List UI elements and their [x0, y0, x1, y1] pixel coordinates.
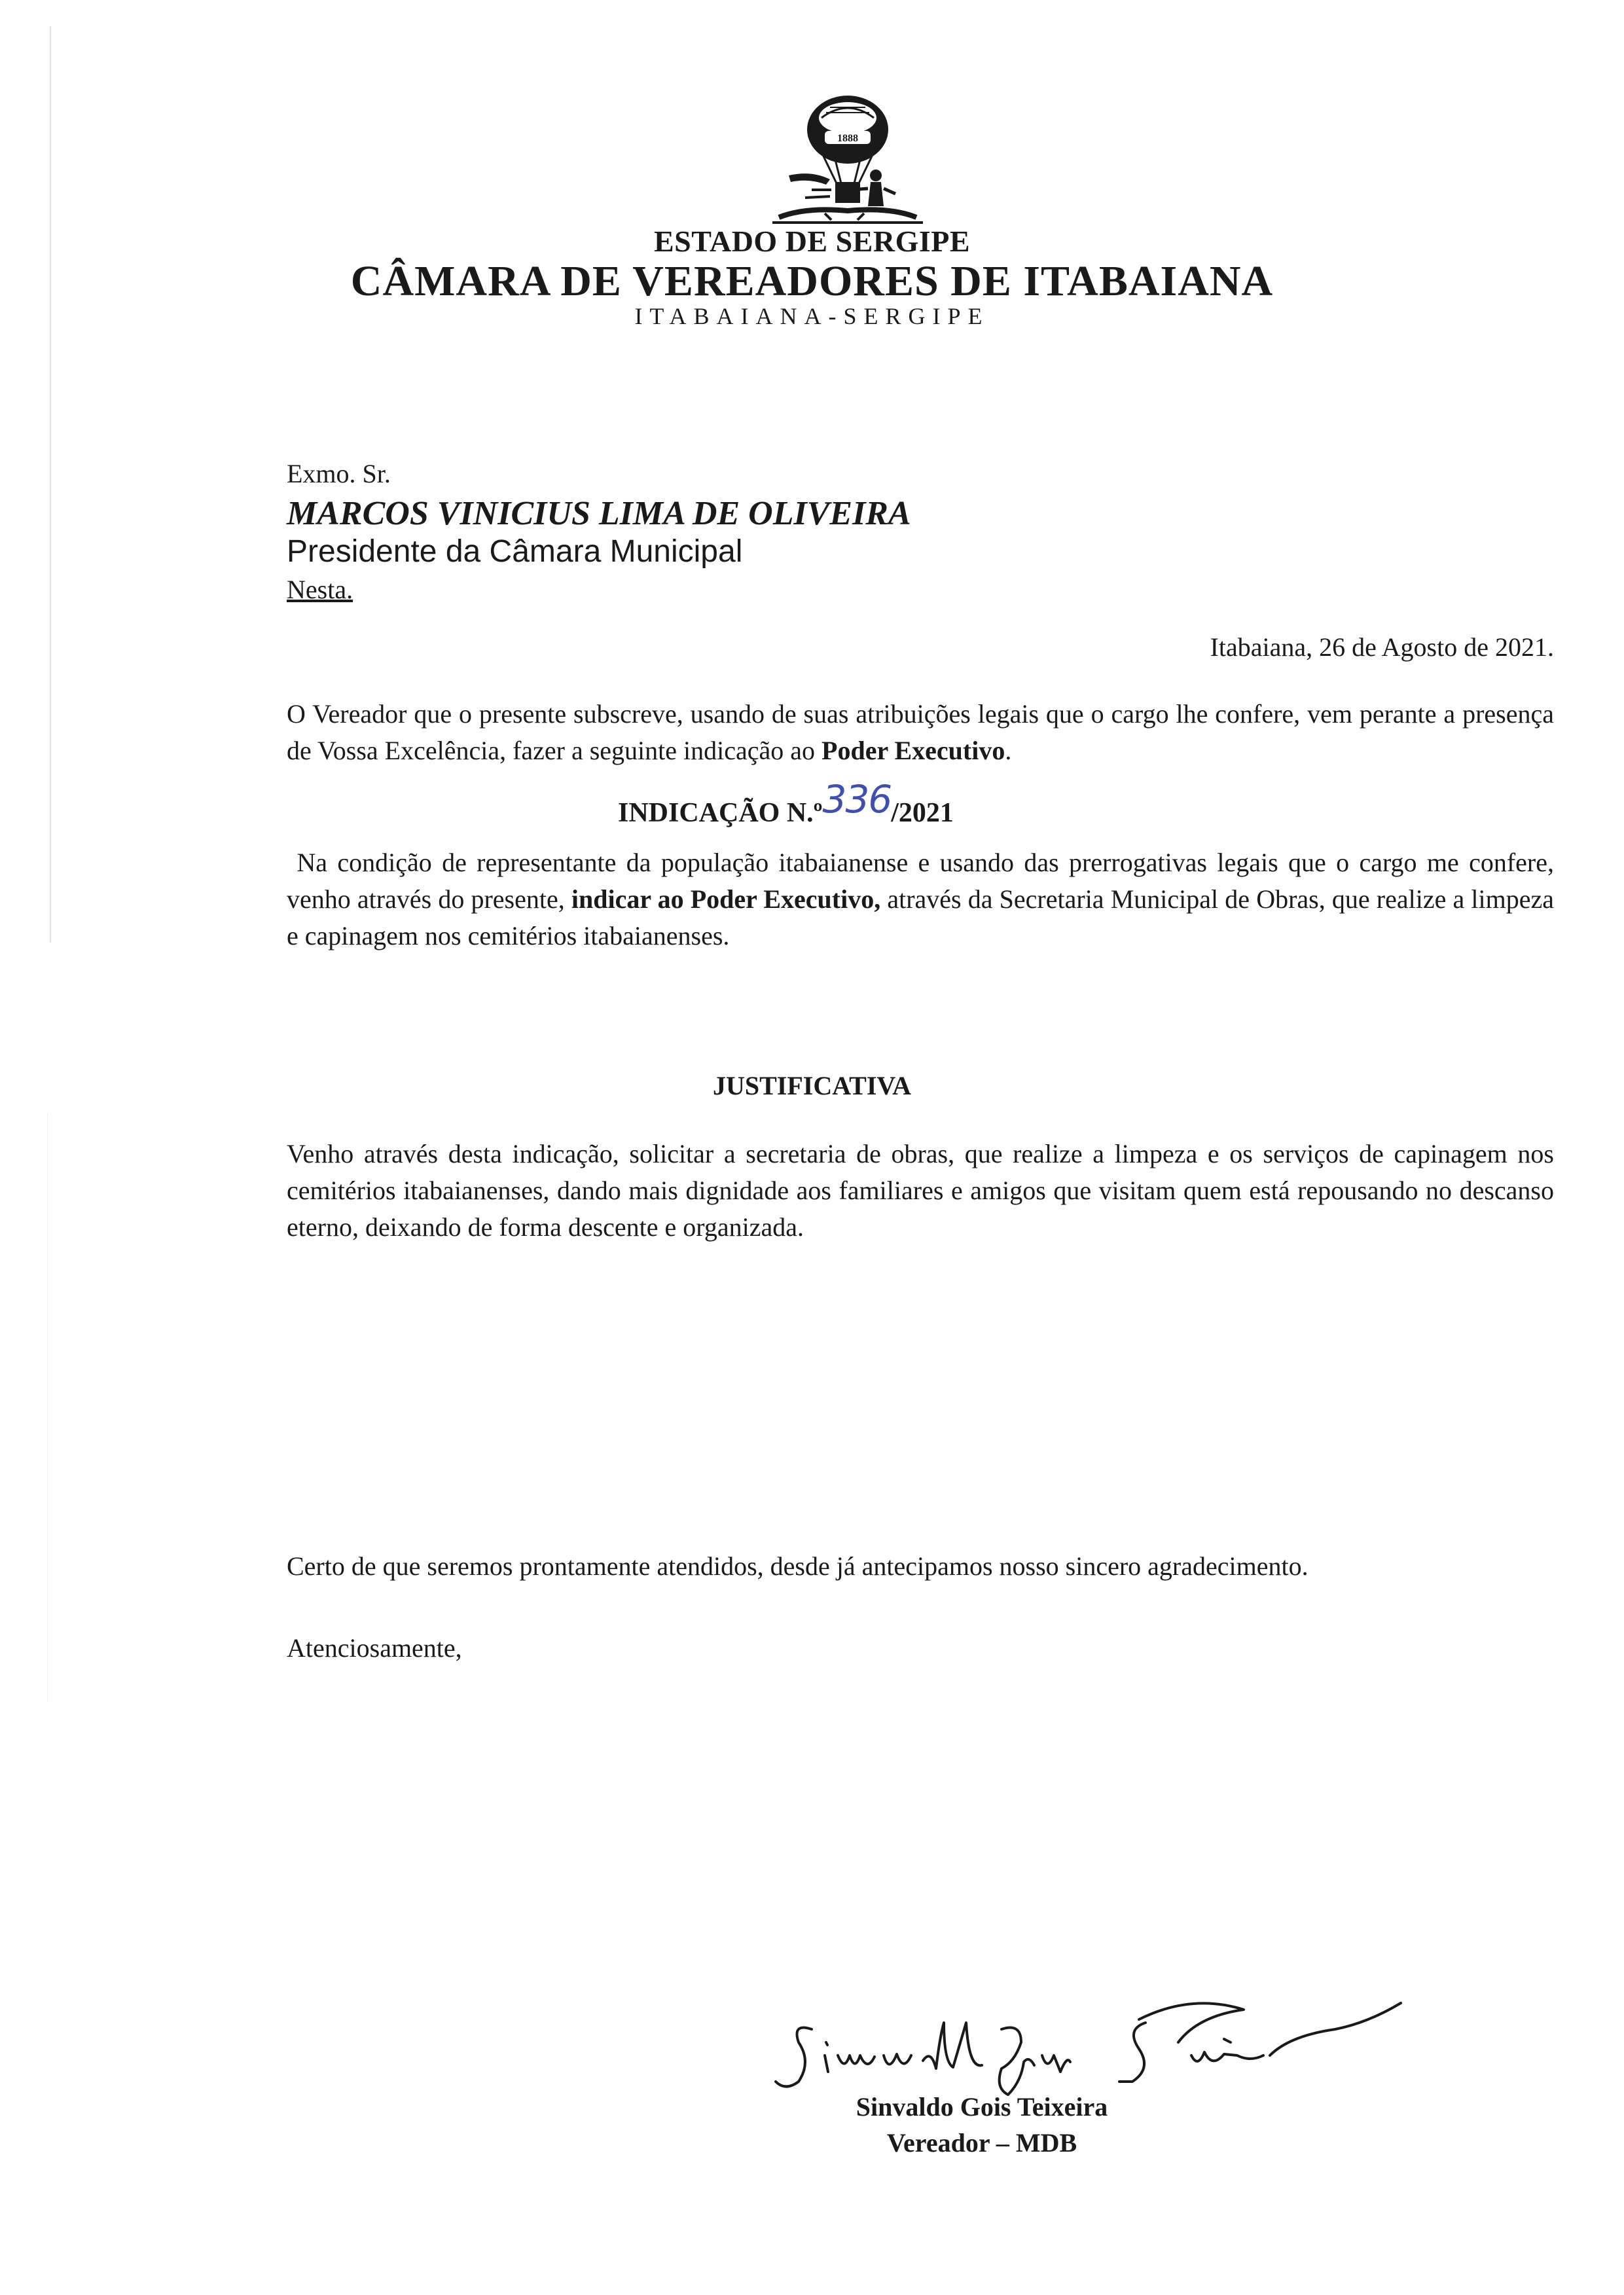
scan-edge-line [50, 26, 51, 943]
addressee-position: Presidente da Câmara Municipal [287, 534, 743, 569]
body-paragraph [287, 844, 1554, 954]
handwritten-signature [772, 1957, 1414, 2108]
intro-text: O Vereador que o presente subscreve, usando de suas atribuições legais que o cargo lhe confere, vem perante a presença de Vossa Excelência, fazer a seguinte indicação ao [287, 699, 1554, 765]
justification-paragraph: Venho através desta indicação, solicitar a secretaria de obras, que realize a limpeza e os serviços de capinagem nos cemitérios itabaianenses, dando mais dignidade aos familiares e amigos que visitam quem está repousando no descanso eterno, deixando de forma descente e organizada. [287, 1139, 1554, 1242]
intro-end: . [1005, 736, 1012, 765]
salutation: Exmo. Sr. [287, 459, 391, 488]
scan-edge-line [47, 1113, 48, 1702]
indication-number: 336 [822, 777, 892, 822]
addressee-name: MARCOS VINICIUS LIMA DE OLIVEIRA [287, 495, 911, 532]
indication-prefix: INDICAÇÃO N.º [618, 798, 823, 828]
intro-paragraph [287, 696, 1554, 769]
closing-paragraph: Certo de que seremos prontamente atendidos, desde já antecipamos nosso sincero agradecimento. [287, 1551, 1308, 1581]
regards: Atenciosamente, [287, 1633, 462, 1663]
logo-year: 1888 [837, 133, 858, 144]
header-state: ESTADO DE SERGIPE [653, 225, 971, 258]
signatory-name: Sinvaldo Gois Teixeira [856, 2092, 1108, 2122]
document-date: Itabaiana, 26 de Agosto de 2021. [1210, 632, 1554, 662]
justification-title: JUSTIFICATIVA [712, 1071, 912, 1100]
body-bold: indicar ao Poder Executivo, [571, 884, 881, 914]
header-chamber: CÂMARA DE VEREADORES DE ITABAIANA [350, 257, 1274, 305]
indication-suffix: /2021 [891, 798, 954, 828]
signatory-role: Vereador – MDB [886, 2128, 1077, 2158]
header-city: ITABAIANA-SERGIPE [634, 303, 990, 329]
body-text-1: Na condição de representante da população itabaianense e usando das prerrogativas legais que o cargo me confere, venho através do presente, [287, 848, 1555, 914]
balloon-seal-icon [753, 92, 943, 229]
body-text-2: através da Secretaria Municipal de Obras, que realize a limpeza e capinagem nos cemitérios itabaianenses. [287, 884, 1555, 950]
addressee-location: Nesta. [287, 575, 353, 604]
indication-title [618, 777, 954, 831]
intro-bold: Poder Executivo [821, 736, 1005, 765]
